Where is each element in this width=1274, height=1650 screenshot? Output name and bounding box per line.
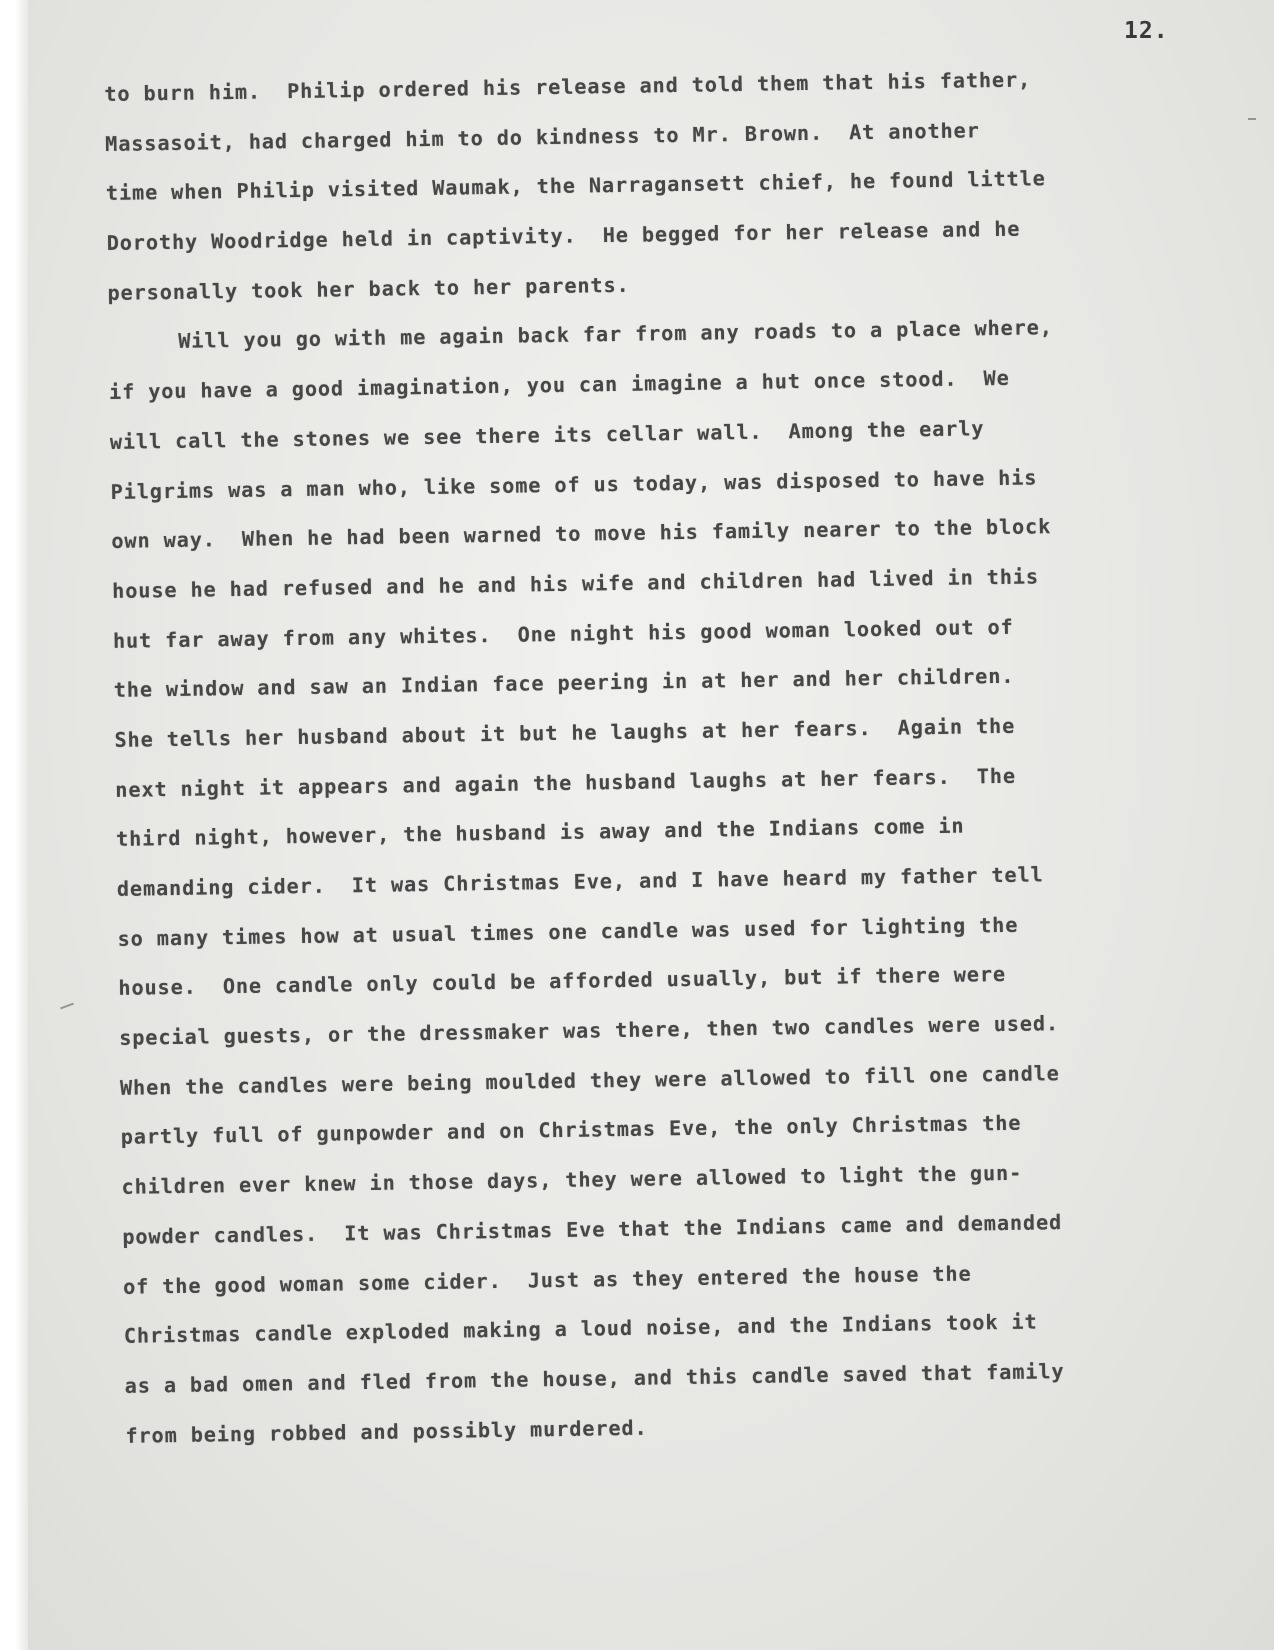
text-line: next night it appears and again the husband laughs at her fears. The [115, 763, 1017, 802]
text-line: partly full of gunpowder and on Christmas Eve, the only Christmas the [120, 1111, 1022, 1150]
text-line: as a bad omen and fled from the house, and this candle saved that family [124, 1358, 1065, 1398]
text-line: third night, however, the husband is away and the Indians come in [115, 813, 965, 852]
text-line: own way. When he had been warned to move his family nearer to the block [111, 514, 1052, 554]
text-line: house he had refused and he and his wife and children had lived in this [111, 564, 1040, 603]
text-line: children ever knew in those days, they were allowed to light the gun- [121, 1160, 1023, 1199]
text-line: special guests, or the dressmaker was there, then two candles were used. [119, 1011, 1060, 1050]
text-line: powder candles. It was Christmas Eve that the Indians came and demanded [122, 1209, 1063, 1249]
text-line: Dorothy Woodridge held in captivity. He begged for her release and he [106, 216, 1021, 256]
text-line: will call the stones we see there its cellar wall. Among the early [109, 416, 985, 454]
page-number: 12. [1124, 18, 1169, 44]
text-line: house. One candle only could be afforded usually, but if there were [118, 962, 1007, 1001]
scan-margin [0, 0, 28, 1650]
text-line: Massasoit, had charged him to do kindness to Mr. Brown. At another [104, 117, 980, 156]
text-line: of the good woman some cider. Just as they entered the house the [122, 1261, 972, 1299]
text-line: demanding cider. It was Christmas Eve, and I have heard my father tell [116, 862, 1044, 901]
typed-text-body [104, 53, 1216, 1461]
text-line: When the candles were being moulded they were allowed to fill one candle [119, 1060, 1060, 1100]
margin-mark [60, 1003, 74, 1010]
text-line: time when Philip visited Waumak, the Narragansett chief, he found little [105, 166, 1046, 206]
text-line: hut far away from any whites. One night his good woman looked out of [112, 614, 1014, 653]
text-line: Pilgrims was a man who, like some of us today, was disposed to have his [110, 464, 1038, 504]
text-line: personally took her back to her parents. [107, 272, 630, 305]
text-line: the window and saw an Indian face peering in at her and her children. [113, 664, 1015, 703]
paragraph-start-line: Will you go with me again back far from any roads to a place where, [178, 315, 1053, 354]
text-line: if you have a good imagination, you can imagine a hut once stood. We [108, 365, 1010, 405]
margin-mark [1248, 118, 1256, 120]
text-line: to burn him. Philip ordered his release and told them that his father, [104, 67, 1032, 106]
text-line: from being robbed and possibly murdered. [125, 1415, 648, 1448]
text-line: She tells her husband about it but he laughs at her fears. Again the [114, 713, 1016, 752]
text-line: Christmas candle exploded making a loud noise, and the Indians took it [123, 1309, 1038, 1349]
text-line: so many times how at usual times one candle was used for lighting the [117, 912, 1019, 951]
